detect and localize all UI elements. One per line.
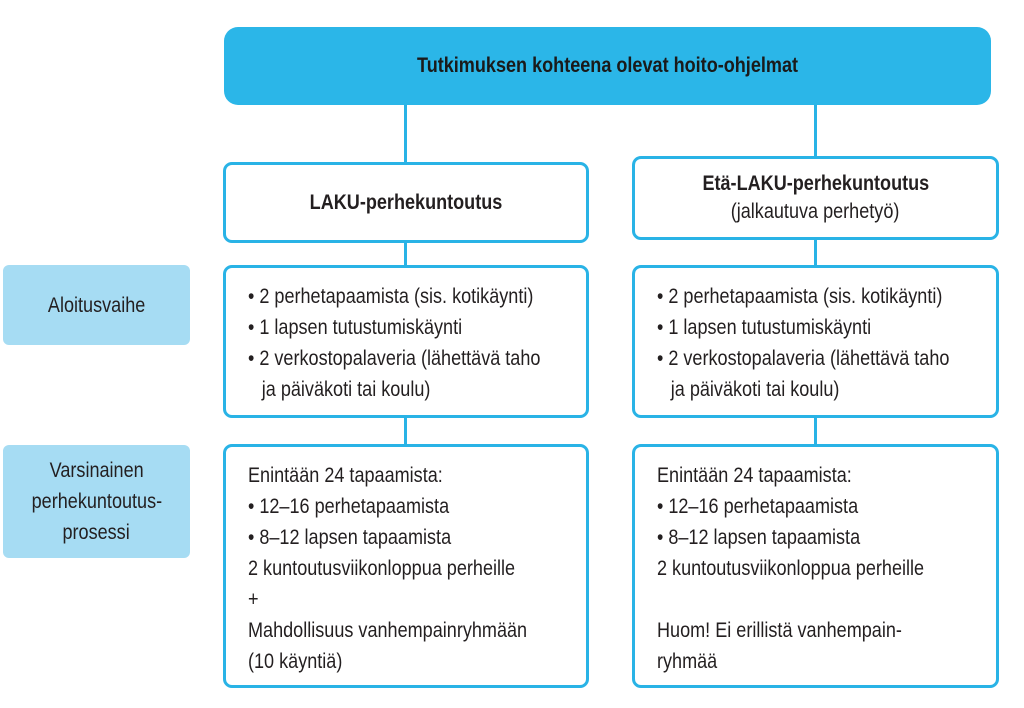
list-item: + — [248, 588, 259, 611]
phase-process-line: prosessi — [62, 521, 131, 544]
list-item: Enintään 24 tapaamista: — [657, 464, 852, 487]
connector-laku-process — [404, 417, 407, 445]
list-item: • 12–16 perhetapaamista — [657, 495, 859, 518]
connector-title-left — [404, 105, 407, 162]
list-item: • 2 perhetapaamista (sis. kotikäynti) — [657, 285, 943, 308]
list-item: 2 kuntoutusviikonloppua perheille — [657, 557, 925, 580]
phase-process-line: Varsinainen — [49, 459, 144, 482]
list-item: Huom! Ei erillistä vanhempain- — [657, 619, 902, 642]
list-item: • 1 lapsen tutustumiskäynti — [248, 316, 463, 339]
connector-eta-process — [814, 417, 817, 445]
phase-start-label — [3, 265, 190, 345]
list-item: • 12–16 perhetapaamista — [248, 495, 450, 518]
list-item: • 2 perhetapaamista (sis. kotikäynti) — [248, 285, 534, 308]
list-item: Mahdollisuus vanhempainryhmään — [248, 619, 528, 642]
list-item: • 8–12 lapsen tapaamista — [657, 526, 861, 549]
eta-laku-header-box — [632, 156, 999, 240]
list-item: • 8–12 lapsen tapaamista — [248, 526, 452, 549]
phase-process-line: perhekuntoutus- — [31, 490, 162, 513]
title-box — [224, 27, 991, 105]
list-item: ja päiväkoti tai koulu) — [261, 378, 431, 401]
list-item: Enintään 24 tapaamista: — [248, 464, 443, 487]
list-item: • 1 lapsen tutustumiskäynti — [657, 316, 872, 339]
list-spacer — [657, 584, 949, 615]
diagram-title: Tutkimuksen kohteena olevat hoito-ohjelmat — [416, 54, 798, 77]
eta-laku-process-box — [632, 444, 999, 688]
phase-process-label — [3, 445, 190, 558]
list-item: • 2 verkostopalaveria (lähettävä taho — [657, 347, 950, 370]
eta-laku-name: Etä-LAKU-perhekuntoutus — [702, 172, 929, 195]
list-item: 2 kuntoutusviikonloppua perheille — [248, 557, 516, 580]
eta-laku-start-box — [632, 265, 999, 418]
list-item: ja päiväkoti tai koulu) — [670, 378, 840, 401]
connector-title-right — [814, 105, 817, 159]
list-item: • 2 verkostopalaveria (lähettävä taho — [248, 347, 541, 370]
list-item: ryhmää — [657, 650, 718, 673]
list-item: (10 käyntiä) — [248, 650, 343, 673]
laku-header-box — [223, 162, 589, 243]
laku-process-box — [223, 444, 589, 688]
connector-eta-start — [814, 238, 817, 266]
laku-name: LAKU-perhekuntoutus — [309, 190, 503, 214]
laku-start-box — [223, 265, 589, 418]
eta-laku-subtitle: (jalkautuva perhetyö) — [731, 200, 900, 223]
connector-laku-start — [404, 242, 407, 266]
phase-start-text: Aloitusvaihe — [47, 293, 146, 317]
